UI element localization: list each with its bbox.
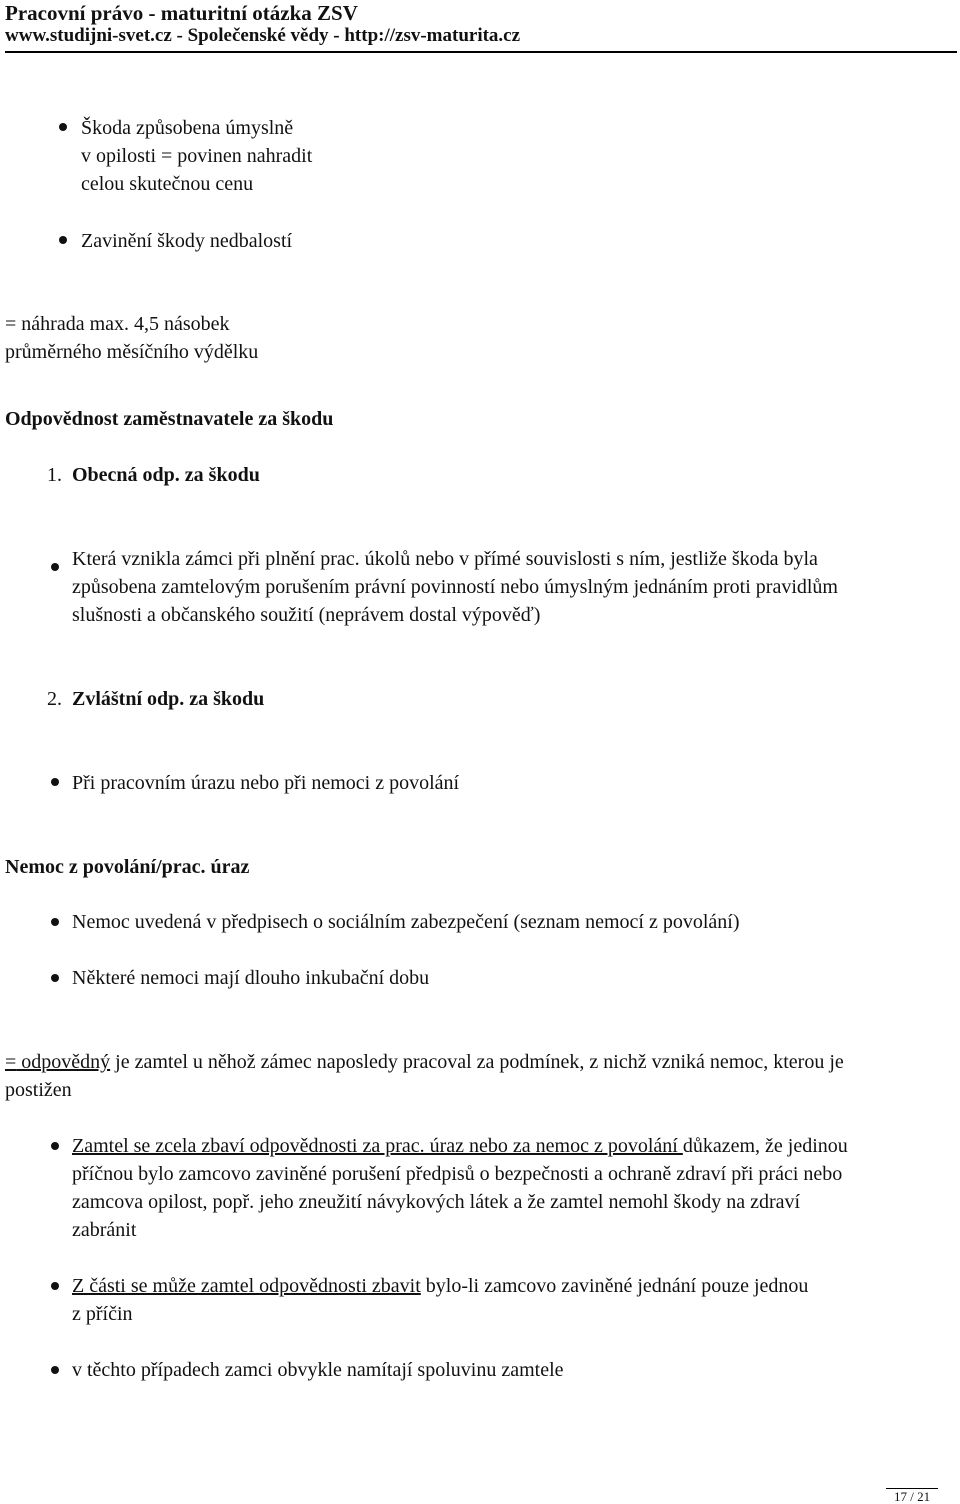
responsible-text: je zamtel u něhož zámec naposledy pracoval za podmínek, z nichž vzniká nemoc, kterou je [110,1051,844,1073]
responsible-prefix: = [5,1051,17,1073]
special-desc: Při pracovním úrazu nebo při nemoci z povolání [72,772,460,794]
responsible-line1 [5,1048,844,1076]
bullet-icon [51,778,59,786]
header-divider [5,51,957,53]
special-number: 2. [47,688,62,710]
general-desc-line1: Která vznikla zámci při plnění prac. úkolů nebo v přímé souvislosti s ním, jestliže škoda byla [72,548,818,570]
general-desc-line3: slušnosti a občanského soužití (neprávem dostal výpověď) [72,604,541,626]
section-heading-employer: Odpovědnost zaměstnavatele za škodu [5,408,334,430]
general-number: 1. [47,464,62,486]
responsible-line2: postižen [5,1079,72,1101]
full-release-line4: zabránit [72,1219,137,1241]
full-release-term: Zamtel se zcela zbaví odpovědnosti za prac. úraz nebo za nemoc z povolání [72,1135,683,1157]
disease-definition: Nemoc uvedená v předpisech o sociálním zabezpečení (seznam nemocí z povolání) [72,911,740,933]
bullet-icon [51,974,59,982]
partial-release-line1 [72,1272,808,1300]
special-heading: Zvláštní odp. za škodu [72,688,265,710]
general-desc-line2: způsobena zamtelovým porušením právní povinností nebo úmyslným jednáním proti pravidlům [72,576,838,598]
bullet-icon [59,236,67,244]
partial-release-text: bylo-li zamcovo zaviněné jednání pouze jednou [420,1275,809,1297]
compensation-line2: průměrného měsíčního výdělku [5,341,259,363]
bullet-icon [51,1282,59,1290]
document-title: Pracovní právo - maturitní otázka ZSV [5,1,358,25]
responsible-term: odpovědný [16,1051,111,1073]
item-intentional-damage-line3: celou skutečnou cenu [81,173,254,195]
contributory-fault: v těchto případech zamci obvykle namítají spoluvinu zamtele [72,1359,564,1381]
section-heading-disease: Nemoc z povolání/prac. úraz [5,856,250,878]
bullet-icon [51,1142,59,1150]
bullet-icon [51,563,59,571]
full-release-line3: zamcova opilost, popř. jeho zneužití návykových látek a že zamtel nemohl škody na zdraví [72,1191,801,1213]
item-intentional-damage-line1: Škoda způsobena úmyslně [81,117,294,139]
general-heading: Obecná odp. za škodu [72,464,260,486]
document-subtitle: www.studijni-svet.cz - Společenské vědy - http://zsv-maturita.cz [5,25,521,46]
compensation-line1: = náhrada max. 4,5 násobek [5,313,230,335]
bullet-icon [59,123,67,131]
bullet-icon [51,1366,59,1374]
partial-release-term: Z části se může zamtel odpovědnosti zbavit [72,1275,421,1297]
page-number: 17 / 21 [894,1489,931,1504]
full-release-text: důkazem, že jedinou [682,1135,848,1157]
full-release-line1 [72,1132,848,1160]
item-negligence: Zavinění škody nedbalostí [81,230,293,252]
full-release-line2: příčnou bylo zamcovo zaviněné porušení předpisů o bezpečnosti a ochraně zdraví při práci nebo [72,1163,843,1185]
bullet-icon [51,918,59,926]
partial-release-line2: z příčin [72,1303,133,1325]
incubation-note: Některé nemoci mají dlouho inkubační dobu [72,967,430,989]
item-intentional-damage-line2: v opilosti = povinen nahradit [81,145,313,167]
